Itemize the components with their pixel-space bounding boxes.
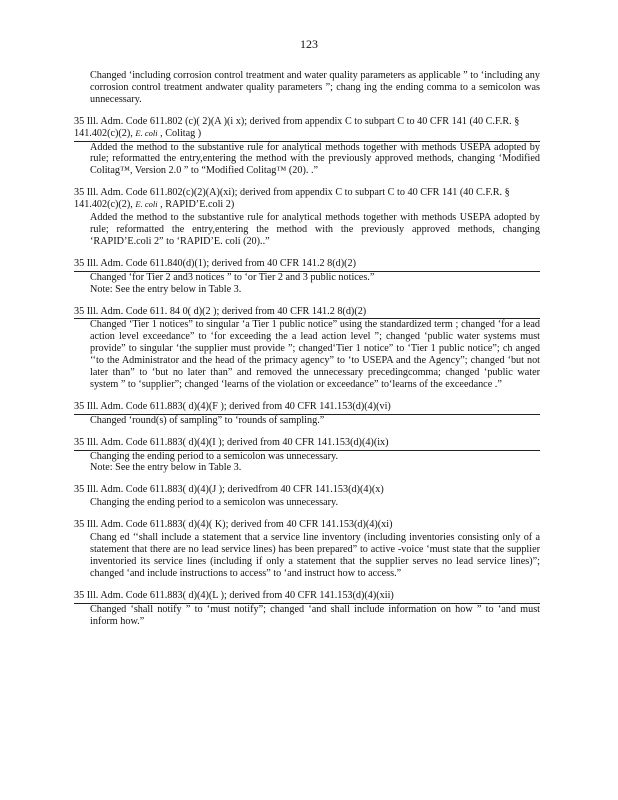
citation — [74, 590, 540, 604]
citation — [74, 258, 540, 272]
description — [74, 532, 540, 580]
citation-text: 35 Ill. Adm. Code 611.883( d)(4)(L ); derived from 40 CFR 141.153(d)(4)(xii) — [74, 589, 394, 601]
description-note: Note: See the entry below in Table 3. — [90, 462, 242, 474]
description-text: Changing the ending period to a semicolon was unnecessary. — [90, 497, 339, 509]
table-entry — [74, 187, 540, 248]
table-entry — [74, 590, 540, 628]
citation-text: 35 Ill. Adm. Code 611.883( d)(4)(I ); derived from 40 CFR 141.153(d)(4)(ix) — [74, 436, 389, 448]
citation-text: 35 Ill. Adm. Code 611. 84 0( d)(2 ); derived from 40 CFR 141.2 8(d)(2) — [74, 305, 367, 317]
description-text: Changed ‘for Tier 2 and3 notices ” to ‘or Tier 2 and 3 public notices.” — [90, 271, 375, 283]
citation — [74, 437, 540, 451]
description — [74, 272, 540, 296]
description-note: Note: See the entry below in Table 3. — [90, 283, 242, 295]
description — [74, 451, 540, 475]
citation-text: 35 Ill. Adm. Code 611.883( d)(4)( K); derived from 40 CFR 141.153(d)(4)(xi) — [74, 519, 393, 531]
table-entry — [74, 116, 540, 178]
citation-suffix: , Colitag ) — [157, 127, 202, 139]
table-entry — [74, 484, 540, 509]
citation-text: 35 Ill. Adm. Code 611.802 (c)( 2)(A )(i x); derived from appendix C to subpart C to 40 CFR 141 (40 C.F.R. § 141.402(c)(2), — [74, 115, 520, 139]
table-entry — [74, 258, 540, 296]
citation-italic: E. coli — [135, 127, 158, 138]
citation-text: 35 Ill. Adm. Code 611.883( d)(4)(J ); derivedfrom 40 CFR 141.153(d)(4)(x) — [74, 484, 384, 496]
description-text: Changed ‘round(s) of sampling” to ‘rounds of sampling.” — [90, 414, 325, 426]
table-entry — [74, 437, 540, 475]
intro-text: Changed ‘including corrosion control treatment and water quality parameters as applicable ” to ‘including any corrosion control treatment andwater quality parameters ”; chang ing the ending comma to a semicolon was unnecessary. — [90, 70, 540, 105]
citation — [74, 116, 540, 142]
description — [74, 604, 540, 628]
description-text: Changed ‘Tier 1 notices” to singular ‘a Tier 1 public notice” using the standardized term ; changed ‘for a lead action level exceedance” to ‘for exceeding the a lead action level ”; changed ‘public water systems must provide” to singular ‘the supplier must provide ”; changed‘Tier 1 notice” to ‘Tier 1 public notice”; ch anged ‘‘to the Administrator and the head of the primacy agency” to ‘to USEPA and the Agency”; changed ‘but not later than” to ‘but no later than” and removed the unnecessary precedingcomma; changed ‘public water system ” to ‘supplier”; changed ‘learns of the violation or exceedance” to‘learns of the exceedance .” — [90, 319, 540, 390]
description-text: Changing the ending period to a semicolon was unnecessary. — [90, 450, 339, 462]
citation-text: 35 Ill. Adm. Code 611.840(d)(1); derived from 40 CFR 141.2 8(d)(2) — [74, 257, 357, 269]
description — [74, 319, 540, 390]
citation-text: 35 Ill. Adm. Code 611.802(c)(2)(A)(xi); derived from appendix C to subpart C to 40 CFR 141 (40 C.F.R. § 141.402(c)(2), — [74, 187, 510, 211]
citation-suffix: , RAPID’E.coli 2) — [157, 199, 235, 211]
description — [74, 142, 540, 178]
description-text: Chang ed ‘‘shall include a statement that a service line inventory (including inventories consisting only of a statement that there are no lead service lines) has been prepared” to active -voice ‘must state that the supplier inventoried its service lines (including if only a statement that the supplier serves no lead service lines)”; changed ‘and include instructions to access” to ‘and instruct how to access.” — [90, 532, 540, 579]
table-entry — [74, 519, 540, 580]
citation — [74, 519, 540, 532]
entry-list — [74, 116, 540, 628]
citation-italic: E. coli — [135, 199, 158, 210]
citation — [74, 187, 540, 212]
citation-text: 35 Ill. Adm. Code 611.883( d)(4)(F ); derived from 40 CFR 141.153(d)(4)(vi) — [74, 400, 391, 412]
citation — [74, 484, 540, 497]
table-entry — [74, 401, 540, 427]
intro-paragraph — [74, 70, 540, 106]
description-text: Changed ‘shall notify ” to ‘must notify”; changed ‘and shall include information on how ” to ‘and must inform how.” — [90, 603, 540, 627]
table-entry — [74, 306, 540, 391]
citation — [74, 306, 540, 320]
description-text: Added the method to the substantive rule for analytical methods together with methods USEPA adopted by rule; reformatted the entry,entering the method with the previously approved methods, changing ‘Modified Colitag™, Version 2.0 ” to “Modified Colitag™ (20). .” — [90, 141, 540, 177]
description — [74, 415, 540, 427]
description — [74, 497, 540, 509]
description-text: Added the method to the substantive rule for analytical methods together with methods USEPA adopted by rule; reformatted the entry,entering the method with the previously approved methods, changing ‘RAPID’E.coli 2” to ‘RAPID’E. coli (20)..” — [90, 212, 540, 247]
page-number: 123 — [300, 37, 318, 51]
document-body — [74, 70, 540, 637]
citation — [74, 401, 540, 415]
description — [74, 212, 540, 248]
